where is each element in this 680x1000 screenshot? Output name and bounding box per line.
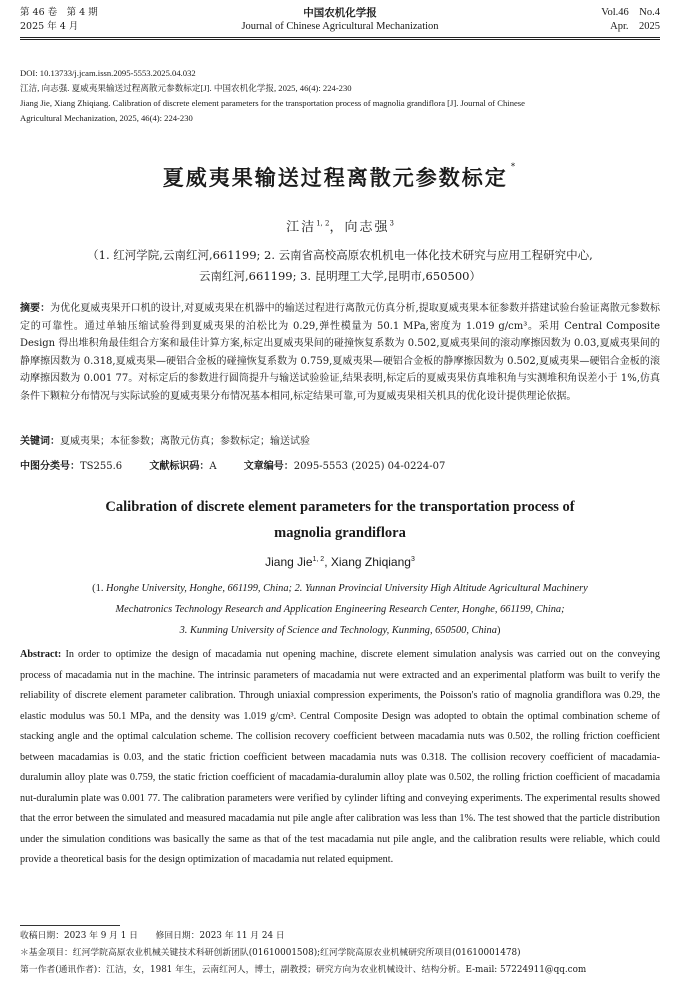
header-rule-bottom bbox=[20, 39, 660, 40]
author-1-en: Jiang Jie bbox=[265, 555, 313, 569]
affiliation-cn-line2: 云南红河,661199; 3. 昆明理工大学,昆明市,650500） bbox=[199, 269, 481, 283]
affiliation-en-line1-text: Honghe University, Honghe, 661199, China; 2. Yunnan Provincial University High Altitude Agricultural Machinery bbox=[106, 583, 588, 594]
paper-title-cn-text: 夏威夷果输送过程离散元参数标定 bbox=[162, 166, 508, 190]
affiliation-en-line3 bbox=[20, 620, 660, 641]
classification-row bbox=[20, 457, 660, 472]
authors-cn bbox=[0, 216, 680, 235]
abstract-cn-text: 为优化夏威夷果开口机的设计,对夏威夷果在机器中的输送过程进行离散元仿真分析,提取夏威夷果本征参数并搭建试验台验证离散元参数标定的可靠性。通过单轴压缩试验得到夏威夷果的泊松比为 0.29,弹性模量为 50.1 MPa,密度为 1.019 g/cm³。采用 Central Composite Design 得出堆积角最佳组合方案和最佳计算方案,标定出夏威夷果间的碰撞恢复系数为 0.502,夏威夷果间的滚动摩擦因数为 0.03,夏威夷果间的静摩擦因数为 0.318,夏威夷果—硬铝合金板的碰撞恢复系数为 0.759,夏威夷果—硬铝合金板的静摩擦因数为 0.502,夏威夷果—硬铝合金板的滚动摩擦因数为 0.001 77。对标定后的参数进行圆筒提升与输送试验验证,结果表明,标定后的夏威夷果仿真堆积角与实测堆积角误差小于 1%,仿真条件下颗粒分布情况与实际试验的夏威夷果分布情况基本相同,标定结果可靠,可为夏威夷果相关机具的优化设计提供理论依据。 bbox=[20, 303, 660, 402]
footnote-dates: 收稿日期：2023 年 9 月 1 日 修回日期：2023 年 11 月 24 日 bbox=[20, 931, 285, 941]
author-separator-en: , bbox=[324, 555, 331, 569]
affiliation-en-line2: Mechatronics Technology Research and Application Engineering Research Center, Honghe, 661199, China; bbox=[115, 604, 565, 615]
affiliations-en bbox=[20, 578, 660, 641]
author-separator-cn: ， bbox=[329, 220, 345, 235]
clc-label: 中图分类号： bbox=[20, 461, 80, 472]
header-journal-en: Journal of Chinese Agricultural Mechanization bbox=[241, 21, 439, 32]
clc-value: TS255.6 bbox=[80, 461, 123, 472]
paper-title-en-line1: Calibration of discrete element parameters for the transportation process of bbox=[105, 499, 575, 515]
footnote-author: 第一作者(通讯作者)：江洁，女，1981 年生，云南红河人，博士，副教授；研究方向为农业机械设计、结构分析。E-mail: 57224911@qq.com bbox=[20, 965, 587, 975]
header-date-en: Apr. 2025 bbox=[610, 21, 660, 32]
doc-code-value: A bbox=[209, 461, 217, 472]
affiliation-en-open: (1. bbox=[92, 583, 107, 594]
affiliation-en-line1 bbox=[20, 578, 660, 599]
author-1-cn-aff: 1, 2 bbox=[316, 219, 330, 228]
header-volume-en-block bbox=[601, 6, 660, 34]
abstract-en-text: In order to optimize the design of macadamia nut opening machine, discrete element simulation analysis was carried out on the conveying process of macadamia nut in the machine. The intrinsic parameters of macadamia nut were extracted and an experimental platform was built to verify the reliability of discrete element parameter calibration. Through uniaxial compression experiments, the Poisson's ratio of magnolia grandiflora was 0.29, the elastic modulus was 50.1 MPa, and the density was 1.019 g/cm³. Central Composite Design was adopted to obtain the optimal combination scheme of stacking angle and the optimal calculation scheme. The collision recovery coefficient between macadamia nuts was 0.502, the rolling friction coefficient between macadamias is 0.03, and the static friction coefficient between macadamia nuts was 0.318. The collision recovery coefficient of macadamia-duralumin alloy plate was 0.759, the static friction coefficient of macadamia-duralumin alloy plate was 0.502, the rolling friction coefficient of macadamia nut-duralumin plate was 0.001 77. The calibration parameters were verified by cylinder lifting and conveying experiments. The experimental results showed that the error between the simulated and measured macadamia nut pile angle after calibration was less than 1%. The test showed that the particle distribution under the simulation conditions was basically the same as that of the test macadamia nut pile angle, and the calibration results were reliable, which could provide a theoretical basis for the design optimization of macadamia nut related equipment. bbox=[20, 649, 660, 865]
keywords-cn-text: 夏威夷果；本征参数；离散元仿真；参数标定；输送试验 bbox=[60, 436, 310, 447]
abstract-cn-label: 摘要： bbox=[20, 303, 51, 314]
title-footnote-mark: * bbox=[510, 162, 518, 172]
keywords-cn-label: 关键词： bbox=[20, 436, 60, 447]
affiliations-cn bbox=[40, 245, 640, 287]
citation-en-line2: Agricultural Mechanization, 2025, 46(4): 224-230 bbox=[20, 113, 193, 123]
abstract-en-label: Abstract: bbox=[20, 649, 62, 660]
author-1-en-aff: 1, 2 bbox=[312, 556, 325, 563]
footnote-fund: ＊基金项目：红河学院高原农业机械关键技术科研创新团队(01610001508);红河学院高原农业机械研究所项目(01610001478) bbox=[20, 948, 521, 958]
header-rule-top bbox=[20, 37, 660, 38]
authors-en bbox=[0, 555, 680, 569]
affiliation-en-line3-text: 3. Kunming University of Science and Technology, Kunming, 650500, China bbox=[179, 625, 497, 636]
footnotes bbox=[20, 928, 665, 979]
author-1-cn: 江洁 bbox=[286, 220, 317, 235]
author-2-cn: 向志强 bbox=[344, 220, 390, 235]
article-number-label: 文章编号： bbox=[243, 461, 294, 472]
article-number-value: 2095-5553 (2025) 04-0224-07 bbox=[293, 461, 446, 472]
paper-title-en bbox=[60, 494, 620, 546]
citation-en-line1: Jiang Jie, Xiang Zhiqiang. Calibration of discrete element parameters for the transportation process of magnolia grandiflora [J]. Journal of Chinese bbox=[20, 98, 525, 108]
paper-title-en-line2: magnolia grandiflora bbox=[274, 525, 406, 541]
doi-line: DOI: 10.13733/j.jcam.issn.2095-5553.2025.04.032 bbox=[20, 68, 196, 78]
doc-code-label: 文献标识码： bbox=[149, 461, 210, 472]
header-volume-en: Vol.46 No.4 bbox=[601, 7, 660, 18]
citation-block bbox=[20, 66, 665, 126]
header-journal-cn: 中国农机化学报 bbox=[303, 7, 377, 19]
header-volume-cn: 第 46 卷 第 4 期 bbox=[20, 7, 98, 18]
abstract-en bbox=[20, 645, 660, 871]
abstract-cn bbox=[20, 300, 660, 406]
author-2-cn-aff: 3 bbox=[389, 219, 394, 228]
header-date-cn: 2025 年 4 月 bbox=[20, 21, 79, 32]
citation-cn: 江洁, 向志强. 夏威夷果输送过程离散元参数标定[J]. 中国农机化学报, 2025, 46(4): 224-230 bbox=[20, 83, 352, 93]
keywords-cn bbox=[20, 433, 660, 451]
author-2-en: Xiang Zhiqiang bbox=[330, 555, 411, 569]
affiliation-cn-line1: （1. 红河学院,云南红河,661199; 2. 云南省高校高原农机机电一体化技术研究与应用工程研究中心, bbox=[87, 248, 593, 262]
footnote-rule bbox=[20, 925, 120, 926]
author-2-en-aff: 3 bbox=[410, 556, 415, 563]
header-journal-block bbox=[0, 6, 680, 34]
paper-title-cn bbox=[0, 162, 680, 192]
affiliation-en-close: ) bbox=[496, 625, 501, 636]
